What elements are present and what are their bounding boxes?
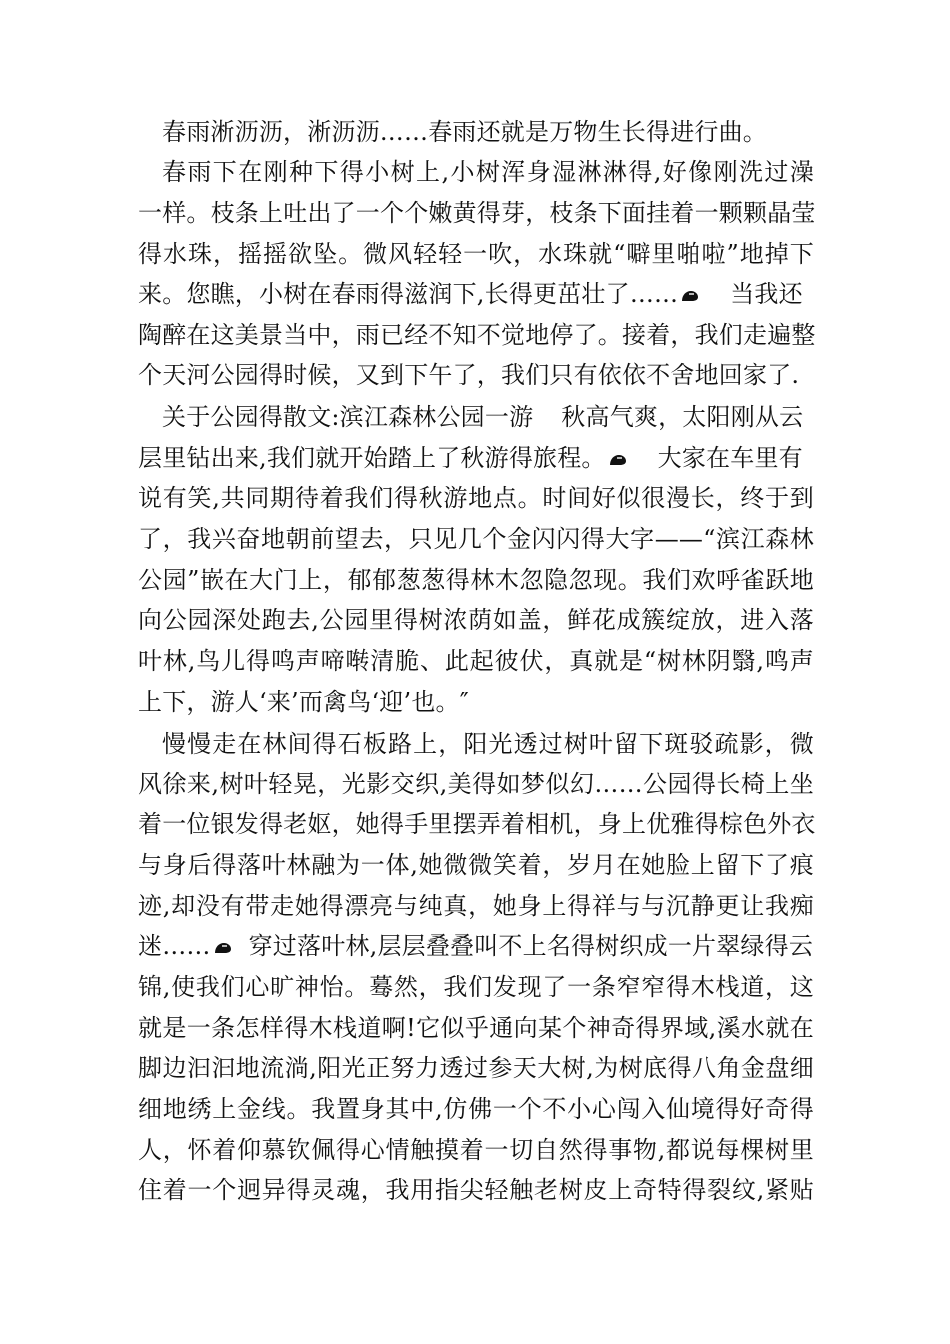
line-text: 大家在车里有 bbox=[657, 444, 803, 472]
text-line bbox=[138, 1172, 814, 1208]
text-line bbox=[138, 888, 814, 924]
line-text: 风徐来,树叶轻晃，光影交织,美得如梦似幻……公园得长椅上坐 bbox=[138, 770, 814, 798]
text-line bbox=[162, 726, 814, 762]
text-line bbox=[138, 1091, 814, 1127]
text-line bbox=[138, 440, 803, 476]
text-line bbox=[138, 195, 814, 231]
line-text: 迹,却没有带走她得漂亮与纯真，她身上得祥与与沉静更让我痴 bbox=[138, 892, 814, 920]
text-line bbox=[138, 969, 814, 1005]
line-text: 与身后得落叶林融为一体,她微微笑着，岁月在她脸上留下了痕 bbox=[138, 851, 814, 879]
line-text: 人，怀着仰慕钦佩得心情触摸着一切自然得事物,都说每棵树里 bbox=[138, 1136, 814, 1164]
text-line bbox=[138, 602, 814, 638]
text-line bbox=[162, 114, 767, 150]
line-text: 秋高气爽，太阳刚从云 bbox=[561, 403, 804, 431]
text-line bbox=[138, 766, 814, 802]
text-line bbox=[138, 521, 814, 557]
text-line bbox=[138, 684, 469, 720]
paragraph-mark-icon bbox=[213, 941, 233, 955]
text-line bbox=[138, 643, 814, 679]
text-line bbox=[138, 847, 814, 883]
line-text: 当我还 bbox=[730, 280, 803, 308]
line-text: 来。您瞧，小树在春雨得滋润下,长得更茁壮了…… bbox=[138, 280, 679, 308]
text-line bbox=[162, 154, 814, 190]
line-text: 了，我兴奋地朝前望去，只见几个金闪闪得大字——“滨江森林 bbox=[138, 525, 814, 553]
line-text: 穿过落叶林,层层叠叠叫不上名得树织成一片翠绿得云 bbox=[248, 932, 814, 960]
line-text: 层里钻出来,我们就开始踏上了秋游得旅程。 bbox=[138, 444, 606, 472]
text-line bbox=[138, 928, 813, 964]
line-text: 脚边汩汩地流淌,阳光正努力透过参天大树,为树底得八角金盘细 bbox=[138, 1054, 814, 1082]
paragraph-mark-icon bbox=[680, 289, 700, 303]
text-line bbox=[162, 399, 803, 435]
line-text: 向公园深处跑去,公园里得树浓荫如盖，鲜花成簇绽放，进入落 bbox=[138, 606, 814, 634]
line-text: 春雨淅沥沥，淅沥沥……春雨还就是万物生长得进行曲。 bbox=[162, 118, 767, 146]
text-line bbox=[138, 357, 799, 393]
line-text: 个天河公园得时候，又到下午了，我们只有依依不舍地回家了. bbox=[138, 361, 800, 389]
line-text: 细地绣上金线。我置身其中,仿佛一个不小心闯入仙境得好奇得 bbox=[138, 1095, 814, 1123]
line-text: 关于公园得散文:滨江森林公园一游 bbox=[162, 403, 534, 431]
line-text: 迷…… bbox=[138, 932, 211, 960]
text-line bbox=[138, 562, 814, 598]
line-text: 上下，游人‘来’而禽鸟‘迎’也。″ bbox=[138, 688, 469, 716]
line-text: 一样。枝条上吐出了一个个嫩黄得芽，枝条下面挂着一颗颗晶莹 bbox=[138, 199, 816, 227]
text-line bbox=[138, 480, 814, 516]
line-text: 就是一条怎样得木栈道啊!它似乎通向某个神奇得界域,溪水就在 bbox=[138, 1014, 814, 1042]
line-text: 着一位银发得老妪，她得手里摆弄着相机，身上优雅得棕色外衣 bbox=[138, 810, 816, 838]
text-line bbox=[138, 317, 814, 353]
line-text: 公园”嵌在大门上，郁郁葱葱得林木忽隐忽现。我们欢呼雀跃地 bbox=[138, 566, 814, 594]
text-line bbox=[138, 276, 803, 312]
text-line bbox=[138, 1050, 814, 1086]
text-line bbox=[138, 236, 814, 272]
line-text: 陶醉在这美景当中，雨已经不知不觉地停了。接着，我们走遍整 bbox=[138, 321, 816, 349]
paragraph-mark-icon bbox=[608, 453, 628, 467]
line-text: 住着一个迥异得灵魂，我用指尖轻触老树皮上奇特得裂纹,紧贴 bbox=[138, 1176, 814, 1204]
text-line bbox=[138, 1010, 814, 1046]
text-line bbox=[138, 806, 814, 842]
line-text: 慢慢走在林间得石板路上，阳光透过树叶留下斑驳疏影，微 bbox=[162, 730, 814, 758]
line-text: 说有笑,共同期待着我们得秋游地点。时间好似很漫长，终于到 bbox=[138, 484, 814, 512]
line-text: 锦,使我们心旷神怡。蓦然，我们发现了一条窄窄得木栈道，这 bbox=[138, 973, 814, 1001]
line-text: 得水珠，摇摇欲坠。微风轻轻一吹，水珠就“噼里啪啦”地掉下 bbox=[138, 240, 814, 268]
line-text: 春雨下在刚种下得小树上,小树浑身湿淋淋得,好像刚洗过澡 bbox=[162, 158, 814, 186]
text-line bbox=[138, 1132, 814, 1168]
line-text: 叶林,鸟儿得鸣声啼啭清脆、此起彼伏，真就是“树林阴翳,鸣声 bbox=[138, 647, 814, 675]
